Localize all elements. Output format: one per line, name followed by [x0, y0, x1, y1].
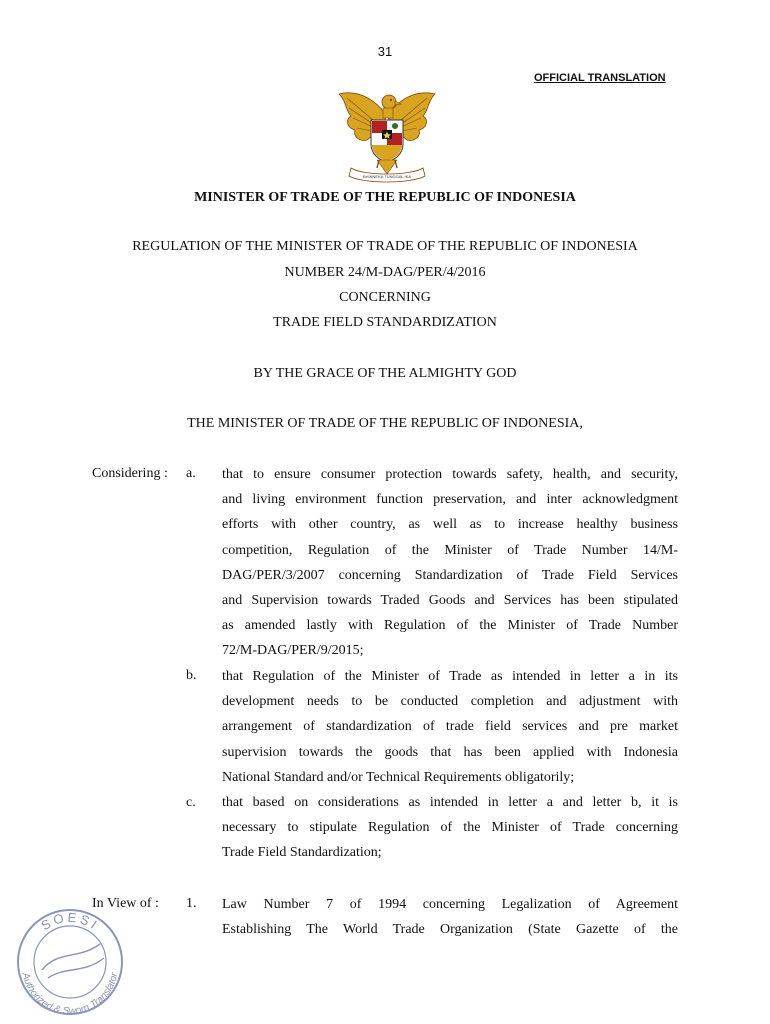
svg-text:SOESI — [38, 910, 102, 934]
in-view-of-label: In View of : — [92, 896, 159, 911]
text-line: that to ensure consumer protection towards safety, health, and security, — [222, 467, 678, 482]
stamp-top-text: SOESI — [38, 909, 103, 934]
text-line: competition, Regulation of the Minister of Trade Number 14/M- — [222, 542, 678, 558]
considering-marker-c: c. — [186, 795, 196, 810]
emblem-motto: BHINNEKA TUNGGAL IKA — [362, 174, 412, 179]
garuda-emblem-icon — [333, 86, 441, 186]
svg-text:Authorized & Sworn Translator — [19, 971, 120, 1017]
grace-line: BY THE GRACE OF THE ALMIGHTY GOD — [253, 366, 517, 381]
text-line: and Supervision towards Traded Goods and Services has been stipulated — [222, 593, 678, 609]
text-line: Law Number 7 of 1994 concerning Legalization of Agreement — [222, 897, 678, 912]
text-line: arrangement of standardization of trade field services and pre market — [222, 719, 678, 735]
in-view-of-marker-1: 1. — [186, 896, 197, 911]
considering-item-b — [222, 664, 678, 790]
text-line: DAG/PER/3/2007 concerning Standardization of Trade Field Services — [222, 567, 678, 583]
considering-marker-b: b. — [186, 668, 197, 683]
text-line: National Standard and/or Technical Requirements obligatorily; — [222, 769, 575, 785]
considering-item-c — [222, 790, 678, 866]
regulation-number: NUMBER 24/M-DAG/PER/4/2016 — [284, 265, 486, 280]
text-line: as amended lastly with Regulation of the Minister of Trade Number — [222, 618, 678, 634]
stamp-bottom-text: Authorized & Sworn Translator — [19, 971, 121, 1018]
considering-item-a — [222, 462, 678, 664]
considering-label: Considering : — [92, 466, 168, 481]
text-line: supervision towards the goods that has been applied with Indonesia — [222, 744, 678, 760]
text-line: development needs to be conducted completion and adjustment with — [222, 694, 678, 710]
official-translation-label: OFFICIAL TRANSLATION — [534, 72, 666, 84]
text-line: 72/M-DAG/PER/9/2015; — [222, 643, 364, 659]
text-line: that based on considerations as intended in letter a and letter b, it is — [222, 795, 678, 810]
page-number: 31 — [377, 44, 393, 59]
text-line: efforts with other country, as well as to increase healthy business — [222, 517, 678, 533]
text-line: Trade Field Standardization; — [222, 845, 382, 861]
translator-stamp-icon — [8, 900, 128, 1020]
text-line: that Regulation of the Minister of Trade as intended in letter a in its — [222, 669, 678, 684]
document-heading: MINISTER OF TRADE OF THE REPUBLIC OF INDONESIA — [194, 190, 576, 205]
text-line: and living environment function preservation, and inter acknowledgment — [222, 492, 678, 508]
text-line: Establishing The World Trade Organization (State Gazette of the — [222, 922, 678, 938]
regulation-title-line-1: REGULATION OF THE MINISTER OF TRADE OF THE REPUBLIC OF INDONESIA — [132, 239, 638, 254]
regulation-concerning: CONCERNING — [339, 290, 431, 305]
in-view-of-item-1 — [222, 892, 678, 942]
regulation-subject: TRADE FIELD STANDARDIZATION — [273, 315, 497, 330]
text-line: necessary to stipulate Regulation of the Minister of Trade concerning — [222, 820, 678, 836]
considering-marker-a: a. — [186, 466, 196, 481]
minister-line: THE MINISTER OF TRADE OF THE REPUBLIC OF INDONESIA, — [187, 416, 583, 431]
